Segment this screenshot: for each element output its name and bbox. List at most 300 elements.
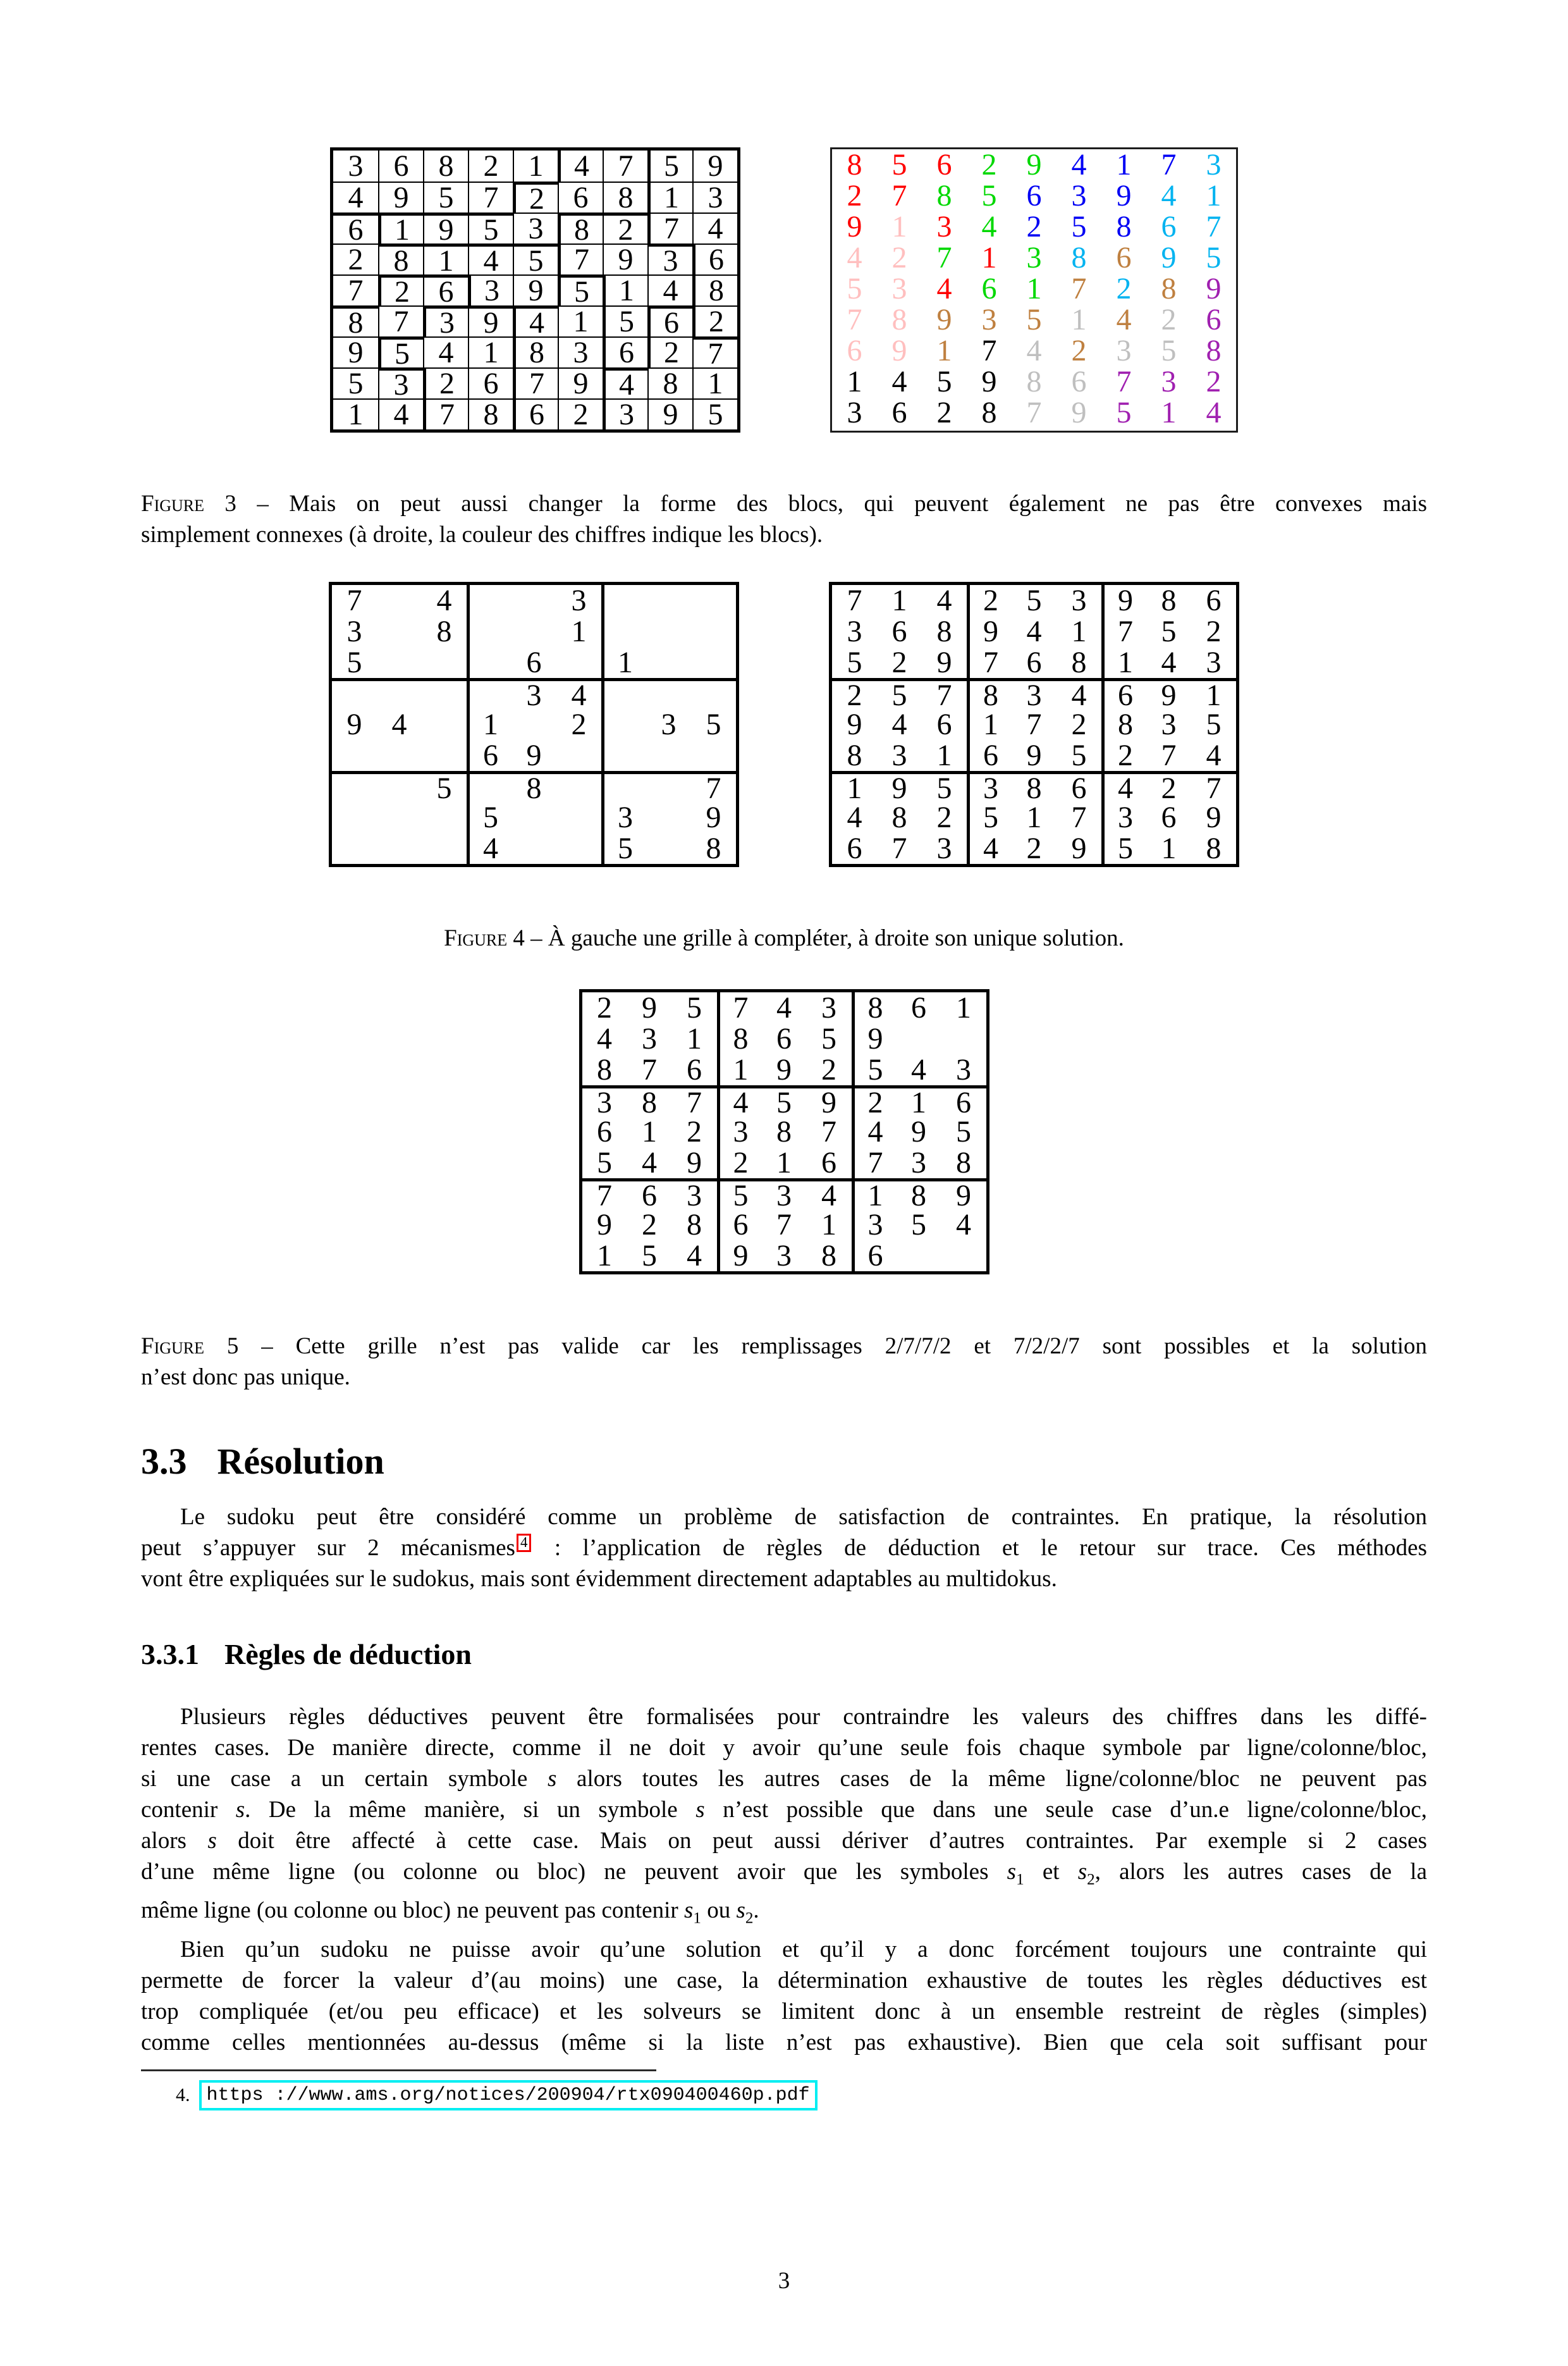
sudoku-cell: 7 — [1191, 771, 1236, 802]
sudoku-cell: 1 — [601, 647, 646, 678]
sudoku-cell: 6 — [1057, 771, 1101, 802]
sudoku-cell: 8 — [687, 1208, 702, 1242]
sudoku-cell: 6 — [911, 991, 926, 1025]
sudoku-cell: 2 — [687, 1115, 702, 1149]
sudoku-cell: 9 — [807, 1085, 852, 1116]
sudoku-cell: 8 — [1206, 334, 1222, 367]
sudoku-cell: 5 — [1206, 708, 1222, 741]
sudoku-cell: 1 — [558, 305, 603, 336]
sudoku-cell: 2 — [1026, 832, 1042, 865]
sudoku-cell: 4 — [391, 708, 407, 741]
sudoku-cell: 3 — [571, 584, 587, 617]
sudoku-cell: 3 — [847, 615, 862, 648]
sudoku-cell — [646, 740, 691, 771]
sudoku-cell — [332, 678, 377, 709]
sudoku-cell: 7 — [936, 241, 952, 274]
sudoku-cell: 2 — [571, 708, 587, 741]
sudoku-cell: 9 — [967, 616, 1012, 647]
sudoku-cell: 7 — [603, 151, 647, 182]
sudoku-cell: 2 — [597, 991, 612, 1025]
sudoku-cell — [422, 802, 467, 833]
sudoku-cell — [556, 771, 601, 802]
text-line: permette de forcer la valeur d’(au moins) une case, la détermination exhaustive de toutes les règles déductives est — [141, 1967, 1427, 1993]
sudoku-cell — [332, 833, 377, 864]
figure4-grids — [141, 582, 1427, 867]
sudoku-cell: 7 — [1161, 739, 1177, 772]
sudoku-cell: 6 — [333, 213, 378, 243]
sudoku-cell: 3 — [346, 615, 362, 648]
sudoku-cell: 7 — [346, 584, 362, 617]
sudoku-cell: 3 — [513, 213, 558, 243]
sudoku-cell: 2 — [1146, 771, 1191, 802]
sudoku-cell: 6 — [936, 708, 952, 741]
math-symbol: s — [1007, 1859, 1017, 1885]
section-title: Résolution — [217, 1441, 384, 1482]
sudoku-cell: 9 — [1146, 678, 1191, 709]
sudoku-cell: 6 — [847, 832, 862, 865]
sudoku-cell: 1 — [1191, 678, 1236, 709]
sudoku-cell: 5 — [821, 1022, 836, 1056]
sudoku-cell: 9 — [936, 303, 952, 336]
sudoku-cell: 2 — [642, 1208, 657, 1242]
sudoku-cell: 4 — [847, 801, 862, 834]
sudoku-cell: 3 — [717, 1116, 762, 1147]
sudoku-cell: 2 — [981, 148, 997, 182]
sudoku-cell: 6 — [1026, 646, 1042, 679]
sudoku-cell: 8 — [897, 1178, 941, 1209]
sudoku-cell: 1 — [423, 243, 468, 274]
text-line: Plusieurs règles déductives peuvent être formalisées pour contraindre les valeurs des chiffres dans les diffé- — [180, 1704, 1427, 1730]
sudoku-cell: 8 — [891, 303, 907, 336]
sudoku-cell — [646, 771, 691, 802]
sudoku-cell: 4 — [692, 213, 737, 243]
sudoku-cell: 6 — [692, 243, 737, 274]
sudoku-cell — [897, 1023, 941, 1054]
sudoku-cell: 7 — [378, 305, 423, 336]
sudoku-cell: 2 — [936, 801, 952, 834]
subsection-title: Règles de déduction — [224, 1638, 472, 1670]
paragraph-rules — [141, 1701, 1427, 1934]
sudoku-cell — [897, 1240, 941, 1271]
sudoku-cell: 1 — [891, 584, 907, 617]
sudoku-cell — [556, 647, 601, 678]
sudoku-cell: 4 — [776, 991, 792, 1025]
sudoku-cell — [601, 771, 646, 802]
sudoku-cell: 6 — [1101, 678, 1146, 709]
sudoku-cell: 1 — [467, 709, 511, 740]
sudoku-cell: 2 — [1071, 334, 1087, 367]
figure4-caption — [141, 923, 1427, 954]
text-line: Figure 5 – Cette grille n’est pas valide car les remplissages 2/7/7/2 et 7/2/2/7 sont possibles et la solution — [141, 1333, 1428, 1359]
sudoku-cell: 4 — [717, 1085, 762, 1116]
sudoku-cell: 7 — [821, 1115, 836, 1149]
sudoku-cell: 9 — [706, 801, 721, 834]
sudoku-cell — [511, 709, 556, 740]
sudoku-cell: 8 — [936, 179, 952, 213]
sudoku-cell: 8 — [717, 1023, 762, 1054]
math-symbol: s — [547, 1766, 557, 1792]
sudoku-cell: 1 — [936, 334, 952, 367]
sudoku-cell: 1 — [1116, 148, 1132, 182]
text-line: contenir s. De la même manière, si un symbole s n’est possible que dans une seule case d’un.e ligne/colonne/bloc, — [141, 1797, 1427, 1823]
sudoku-cell: 6 — [647, 305, 692, 336]
sudoku-cell: 2 — [378, 274, 423, 305]
sudoku-cell: 1 — [832, 771, 877, 802]
sudoku-cell: 8 — [597, 1053, 612, 1087]
sudoku-cell: 9 — [558, 367, 603, 398]
sudoku-cell: 8 — [776, 1115, 792, 1149]
paragraph-resolution — [141, 1501, 1427, 1594]
text-line: même ligne (ou colonne ou bloc) ne peuvent pas contenir $s_1$ ou $s_2$. — [141, 1897, 759, 1927]
sudoku-cell: 4 — [981, 210, 997, 243]
section-heading — [141, 1440, 1427, 1482]
sudoku-cell: 5 — [468, 213, 513, 243]
sudoku-cell: 1 — [717, 1054, 762, 1085]
sudoku-cell: 9 — [1026, 148, 1042, 182]
sudoku-cell: 4 — [1206, 739, 1222, 772]
sudoku-cell: 1 — [333, 398, 378, 429]
math-symbol: s — [736, 1897, 745, 1924]
sudoku-cell: 7 — [1026, 396, 1042, 429]
sudoku-cell: 9 — [1206, 801, 1222, 834]
math-symbol: 1 — [693, 1909, 701, 1927]
sudoku-cell: 3 — [1071, 179, 1087, 213]
sudoku-cell: 9 — [852, 1023, 897, 1054]
sudoku-cell: 1 — [1071, 615, 1087, 648]
sudoku-cell: 7 — [847, 303, 862, 336]
text-line: comme celles mentionnées au-dessus (même si la liste n’est pas exhaustive). Bien que cela soit suffisant pour — [141, 2029, 1427, 2055]
math-symbol: s — [683, 1897, 694, 1924]
sudoku-cell: 5 — [467, 802, 511, 833]
sudoku-cell: 1 — [776, 1146, 792, 1180]
sudoku-cell: 3 — [776, 1239, 792, 1272]
sudoku-cell: 6 — [597, 1115, 612, 1149]
sudoku-cell: 8 — [513, 336, 558, 367]
sudoku-cell — [646, 647, 691, 678]
sudoku-cell: 4 — [597, 1022, 612, 1056]
sudoku-cell: 4 — [423, 336, 468, 367]
sudoku-cell: 5 — [1026, 584, 1042, 617]
sudoku-cell: 9 — [1161, 241, 1177, 274]
sudoku-cell: 3 — [911, 1146, 926, 1180]
sudoku-cell — [377, 833, 422, 864]
figure3-left-grid — [330, 147, 740, 433]
sudoku-cell: 1 — [1101, 647, 1146, 678]
sudoku-cell: 6 — [1026, 179, 1042, 213]
sudoku-cell: 3 — [1012, 678, 1057, 709]
sudoku-cell: 1 — [571, 615, 587, 648]
sudoku-cell: 4 — [852, 1116, 897, 1147]
sudoku-cell: 8 — [1161, 584, 1177, 617]
math-symbol: s — [695, 1797, 705, 1823]
sudoku-cell: 9 — [877, 771, 922, 802]
sudoku-cell: 2 — [1161, 303, 1177, 336]
sudoku-cell: 6 — [468, 367, 513, 398]
sudoku-cell: 8 — [956, 1146, 971, 1180]
sudoku-cell: 4 — [936, 272, 952, 305]
sudoku-cell: 4 — [1116, 303, 1132, 336]
sudoku-cell: 5 — [1071, 210, 1087, 243]
sudoku-cell: 3 — [1116, 334, 1132, 367]
sudoku-cell: 6 — [1161, 210, 1177, 243]
sudoku-cell: 3 — [601, 802, 646, 833]
sudoku-cell: 2 — [936, 396, 952, 429]
sudoku-cell: 9 — [642, 991, 657, 1025]
sudoku-cell: 9 — [513, 274, 558, 305]
math-symbol: 2 — [745, 1909, 754, 1927]
sudoku-cell: 5 — [1116, 396, 1132, 429]
sudoku-cell: 9 — [378, 182, 423, 213]
sudoku-cell: 4 — [687, 1239, 702, 1272]
sudoku-cell: 9 — [647, 398, 692, 429]
sudoku-cell: 8 — [852, 992, 897, 1023]
sudoku-cell: 9 — [468, 305, 513, 336]
sudoku-cell: 3 — [967, 771, 1012, 802]
sudoku-cell: 6 — [891, 615, 907, 648]
sudoku-cell — [422, 833, 467, 864]
sudoku-cell: 1 — [981, 241, 997, 274]
sudoku-cell: 8 — [436, 615, 452, 648]
sudoku-cell: 5 — [762, 1085, 807, 1116]
sudoku-cell — [601, 709, 646, 740]
sudoku-cell: 9 — [692, 151, 737, 182]
sudoku-cell: 2 — [558, 398, 603, 429]
paragraph-limits — [141, 1934, 1427, 2058]
sudoku-cell: 5 — [936, 365, 952, 398]
sudoku-cell — [941, 1240, 986, 1271]
sudoku-cell: 4 — [558, 151, 603, 182]
sudoku-cell: 3 — [1026, 241, 1042, 274]
sudoku-cell: 3 — [661, 708, 677, 741]
sudoku-cell: 5 — [717, 1178, 762, 1209]
sudoku-cell: 3 — [603, 398, 647, 429]
sudoku-cell: 5 — [692, 398, 737, 429]
sudoku-cell: 3 — [1071, 584, 1087, 617]
sudoku-cell: 1 — [1071, 303, 1087, 336]
sudoku-cell: 9 — [603, 243, 647, 274]
sudoku-cell — [332, 802, 377, 833]
sudoku-cell: 1 — [821, 1208, 836, 1242]
sudoku-cell: 5 — [852, 1054, 897, 1085]
sudoku-cell: 2 — [692, 305, 737, 336]
sudoku-cell: 7 — [1161, 148, 1177, 182]
figure3-grids — [141, 147, 1427, 433]
sudoku-cell: 5 — [1161, 615, 1177, 648]
sudoku-cell: 6 — [423, 274, 468, 305]
sudoku-cell: 2 — [832, 678, 877, 709]
sudoku-cell: 3 — [468, 274, 513, 305]
sudoku-cell: 6 — [967, 740, 1012, 771]
sudoku-cell — [377, 802, 422, 833]
figure3-right-grid — [830, 147, 1238, 433]
sudoku-cell: 6 — [821, 1146, 836, 1180]
sudoku-cell — [511, 616, 556, 647]
sudoku-cell: 5 — [967, 802, 1012, 833]
sudoku-cell: 9 — [1071, 396, 1087, 429]
text-line: Figure 3 – Mais on peut aussi changer la forme des blocs, qui peuvent également ne pas être convexes mais — [141, 491, 1428, 517]
sudoku-cell: 8 — [981, 396, 997, 429]
sudoku-cell: 3 — [647, 243, 692, 274]
sudoku-cell: 4 — [1026, 615, 1042, 648]
sudoku-cell: 7 — [717, 992, 762, 1023]
sudoku-cell: 6 — [687, 1053, 702, 1087]
sudoku-cell: 1 — [642, 1115, 657, 1149]
sudoku-cell: 3 — [936, 210, 952, 243]
figure-label: Figure 4 — [444, 925, 525, 951]
sudoku-cell: 5 — [513, 243, 558, 274]
sudoku-cell: 2 — [891, 646, 907, 679]
sudoku-cell: 1 — [647, 182, 692, 213]
sudoku-cell: 6 — [717, 1209, 762, 1240]
sudoku-cell: 4 — [333, 182, 378, 213]
sudoku-cell: 9 — [1026, 739, 1042, 772]
sudoku-cell: 4 — [1161, 179, 1177, 213]
sudoku-cell: 3 — [762, 1178, 807, 1209]
sudoku-cell: 4 — [436, 584, 452, 617]
sudoku-cell — [556, 802, 601, 833]
sudoku-cell: 4 — [891, 365, 907, 398]
sudoku-cell: 2 — [603, 213, 647, 243]
sudoku-cell: 4 — [1071, 148, 1087, 182]
sudoku-cell: 5 — [877, 678, 922, 709]
sudoku-cell: 7 — [1071, 801, 1087, 834]
sudoku-cell — [377, 740, 422, 771]
sudoku-cell: 4 — [911, 1053, 926, 1087]
sudoku-cell: 2 — [333, 243, 378, 274]
sudoku-cell: 5 — [706, 708, 721, 741]
sudoku-cell: 7 — [1206, 210, 1222, 243]
sudoku-cell: 7 — [513, 367, 558, 398]
sudoku-cell: 6 — [847, 334, 862, 367]
sudoku-cell: 2 — [891, 241, 907, 274]
sudoku-cell — [422, 709, 467, 740]
sudoku-cell — [377, 771, 422, 802]
sudoku-cell: 3 — [582, 1085, 627, 1116]
sudoku-cell: 6 — [603, 336, 647, 367]
sudoku-cell: 9 — [1116, 179, 1132, 213]
sudoku-cell: 5 — [922, 771, 967, 802]
sudoku-cell: 8 — [468, 398, 513, 429]
sudoku-cell: 9 — [776, 1053, 792, 1087]
sudoku-cell — [646, 585, 691, 616]
sudoku-cell: 8 — [1012, 771, 1057, 802]
sudoku-cell: 9 — [936, 646, 952, 679]
sudoku-cell: 4 — [936, 584, 952, 617]
text-line: Figure 4 – À gauche une grille à compléter, à droite son unique solution. — [444, 925, 1124, 951]
sudoku-cell: 6 — [1206, 584, 1222, 617]
figure5-caption — [141, 1331, 1427, 1393]
sudoku-cell: 7 — [1071, 272, 1087, 305]
sudoku-cell: 6 — [513, 398, 558, 429]
sudoku-cell — [601, 678, 646, 709]
sudoku-cell: 8 — [627, 1085, 672, 1116]
sudoku-cell — [511, 833, 556, 864]
sudoku-cell: 2 — [852, 1085, 897, 1116]
sudoku-cell: 7 — [691, 771, 736, 802]
sudoku-cell — [691, 647, 736, 678]
sudoku-cell: 8 — [847, 739, 862, 772]
sudoku-cell: 2 — [1206, 615, 1222, 648]
text-line: Le sudoku peut être considéré comme un problème de satisfaction de contraintes. En pratique, la résolution — [180, 1504, 1427, 1530]
sudoku-cell — [601, 585, 646, 616]
sudoku-cell: 1 — [897, 1085, 941, 1116]
sudoku-cell: 3 — [558, 336, 603, 367]
sudoku-cell: 8 — [378, 243, 423, 274]
sudoku-cell — [377, 647, 422, 678]
sudoku-cell: 7 — [967, 647, 1012, 678]
sudoku-cell: 8 — [558, 213, 603, 243]
sudoku-cell: 8 — [1161, 272, 1177, 305]
sudoku-cell: 4 — [847, 241, 862, 274]
sudoku-cell: 3 — [821, 991, 836, 1025]
sudoku-cell — [332, 771, 377, 802]
sudoku-cell: 1 — [967, 709, 1012, 740]
sudoku-cell: 5 — [981, 179, 997, 213]
sudoku-cell: 4 — [468, 243, 513, 274]
sudoku-cell: 8 — [333, 305, 378, 336]
sudoku-cell: 7 — [558, 243, 603, 274]
sudoku-cell: 5 — [847, 272, 862, 305]
sudoku-cell — [941, 1023, 986, 1054]
text-line: vont être expliquées sur le sudokus, mais sont évidemment directement adaptables au multidokus. — [141, 1566, 1057, 1592]
footnote — [141, 2080, 1427, 2110]
sudoku-cell: 7 — [672, 1085, 717, 1116]
sudoku-cell: 8 — [936, 615, 952, 648]
sudoku-cell: 4 — [967, 833, 1012, 864]
sudoku-cell — [332, 740, 377, 771]
sudoku-cell: 3 — [672, 1178, 717, 1209]
sudoku-cell — [467, 771, 511, 802]
sudoku-cell: 2 — [967, 585, 1012, 616]
sudoku-cell: 2 — [1206, 365, 1222, 398]
sudoku-cell: 3 — [891, 272, 907, 305]
sudoku-cell: 4 — [378, 398, 423, 429]
sudoku-cell: 6 — [776, 1022, 792, 1056]
sudoku-cell: 6 — [936, 148, 952, 182]
sudoku-cell: 3 — [378, 367, 423, 398]
sudoku-cell: 9 — [941, 1178, 986, 1209]
sudoku-cell: 8 — [423, 151, 468, 182]
footnote-mark[interactable]: 4 — [517, 1534, 531, 1552]
sudoku-cell: 7 — [423, 398, 468, 429]
sudoku-cell: 2 — [1101, 740, 1146, 771]
sudoku-cell: 1 — [597, 1239, 612, 1272]
sudoku-cell: 6 — [891, 396, 907, 429]
math-symbol: s — [207, 1828, 217, 1854]
section-number: 3.3 — [141, 1441, 187, 1482]
sudoku-cell: 1 — [687, 1022, 702, 1056]
text-line: Bien qu’un sudoku ne puisse avoir qu’une solution et qu’il y a donc forcément toujours une contrainte qui — [180, 1936, 1427, 1962]
footnote-url-link[interactable]: https ://www.ams.org/notices/200904/rtx090400460p.pdf — [199, 2080, 818, 2110]
subsection-number: 3.3.1 — [141, 1638, 199, 1670]
sudoku-cell: 6 — [627, 1178, 672, 1209]
footnote-marker: 4. — [176, 2084, 190, 2105]
sudoku-cell: 5 — [378, 336, 423, 367]
sudoku-cell: 7 — [852, 1147, 897, 1178]
sudoku-cell: 4 — [891, 708, 907, 741]
sudoku-cell: 8 — [603, 182, 647, 213]
sudoku-cell — [646, 616, 691, 647]
sudoku-cell: 9 — [1101, 585, 1146, 616]
sudoku-cell — [422, 740, 467, 771]
sudoku-cell — [467, 616, 511, 647]
sudoku-cell: 1 — [513, 151, 558, 182]
sudoku-cell: 4 — [1101, 771, 1146, 802]
sudoku-cell: 2 — [468, 151, 513, 182]
sudoku-cell: 5 — [956, 1115, 971, 1149]
sudoku-cell — [377, 678, 422, 709]
sudoku-cell: 3 — [692, 182, 737, 213]
